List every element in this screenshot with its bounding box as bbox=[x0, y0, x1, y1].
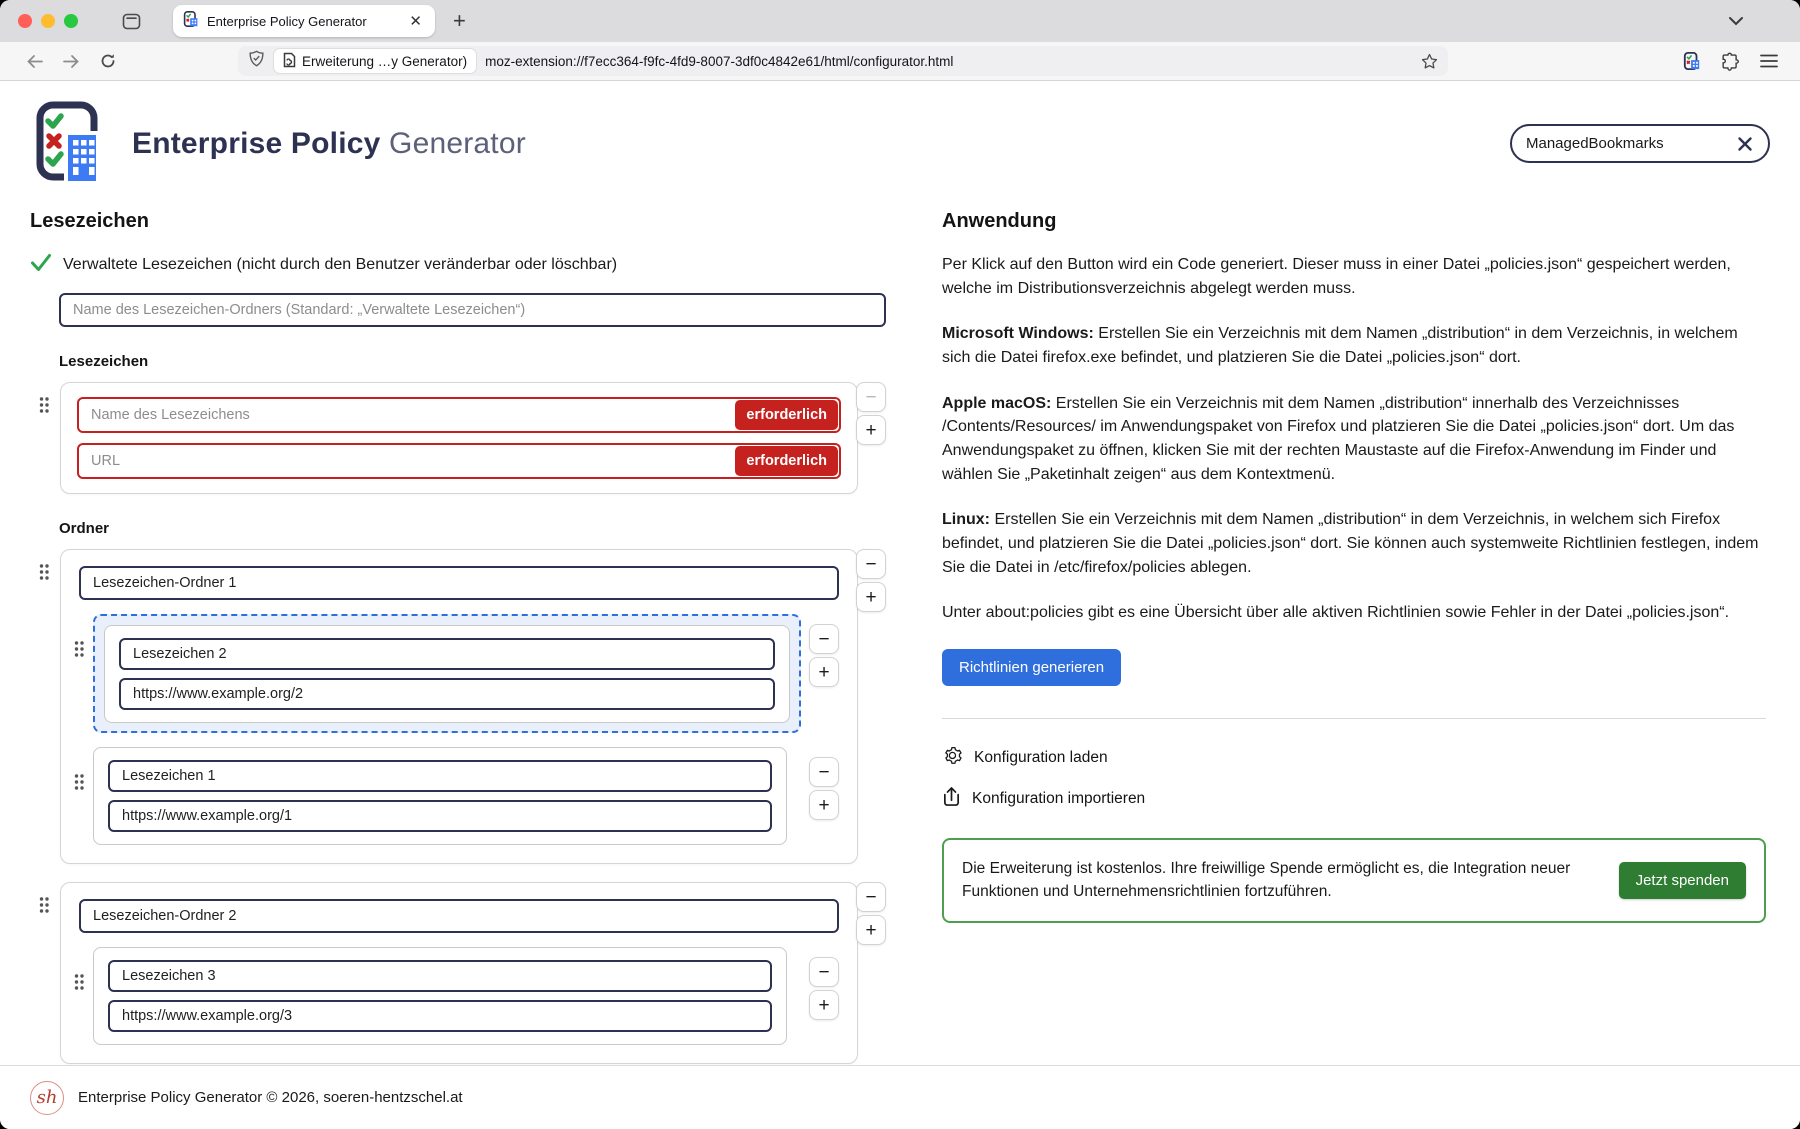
bookmark-name-input[interactable] bbox=[77, 397, 841, 433]
bookmark-url-input[interactable] bbox=[108, 800, 772, 832]
folder-card bbox=[60, 882, 858, 1064]
required-badge: erforderlich bbox=[735, 400, 838, 430]
import-configuration-label: Konfiguration importieren bbox=[972, 790, 1146, 808]
required-badge: erforderlich bbox=[735, 446, 838, 476]
folder-bookmark-row bbox=[79, 947, 839, 1045]
bookmark-row-buttons bbox=[809, 624, 839, 687]
bookmark-star-icon[interactable] bbox=[1421, 53, 1438, 70]
configurator-page bbox=[0, 81, 1800, 1065]
navigation-toolbar bbox=[0, 42, 1800, 81]
bookmarks-list-label: Lesezeichen bbox=[59, 353, 149, 370]
managed-folder-name-input[interactable] bbox=[59, 293, 886, 327]
folders-list-label: Ordner bbox=[59, 520, 110, 537]
bookmark-name-input[interactable] bbox=[108, 960, 772, 992]
check-icon bbox=[30, 253, 52, 277]
folder-row-2 bbox=[30, 882, 886, 1064]
bookmark-url-field bbox=[77, 443, 841, 479]
main-content bbox=[0, 196, 1800, 1065]
drag-handle-icon[interactable] bbox=[73, 614, 93, 663]
tab-favicon-icon bbox=[183, 11, 199, 32]
linux-paragraph: Linux: Erstellen Sie ein Verzeichnis mit dem Namen „distribution“ in dem Verzeichnis, in welchem sich Firefox befindet, und platzieren Sie die Datei „policies.json“ dort. Sie können auch systemweite Richtlinien festlegen, indem Sie die Datei in /etc/firefox/policies ablegen. bbox=[942, 511, 1759, 576]
import-configuration-link[interactable] bbox=[942, 786, 1145, 812]
add-folder-button[interactable]: + bbox=[856, 915, 886, 945]
back-button[interactable] bbox=[16, 54, 53, 69]
application-column bbox=[942, 198, 1770, 1065]
bookmark-url-input[interactable] bbox=[108, 1000, 772, 1032]
import-icon bbox=[942, 786, 961, 812]
bookmark-url-input[interactable] bbox=[119, 678, 775, 710]
managed-bookmarks-toggle[interactable] bbox=[30, 253, 886, 277]
page-title: Enterprise Policy Generator bbox=[132, 126, 526, 160]
sh-logo: sh bbox=[30, 1081, 64, 1115]
add-bookmark-button[interactable]: + bbox=[809, 990, 839, 1020]
extension-permission-pill[interactable] bbox=[274, 49, 476, 73]
remove-bookmark-button[interactable]: − bbox=[809, 957, 839, 987]
copyright-text: Enterprise Policy Generator © 2026, soeren-hentzschel.at bbox=[78, 1089, 463, 1106]
bookmark-row-buttons bbox=[809, 957, 839, 1020]
extension-pill-label: Erweiterung …y Generator) bbox=[302, 53, 468, 69]
drag-handle-icon[interactable] bbox=[38, 882, 60, 914]
managed-bookmarks-label: Verwaltete Lesezeichen (nicht durch den Benutzer veränderbar oder löschbar) bbox=[63, 256, 618, 273]
toolbar-right-icons bbox=[1683, 52, 1784, 71]
new-bookmark-card bbox=[60, 382, 858, 494]
application-section-title: Anwendung bbox=[942, 210, 1057, 232]
windows-paragraph: Microsoft Windows: Erstellen Sie ein Verzeichnis mit dem Namen „distribution“ in dem Verzeichnis, in welchem sich die Datei firefox.exe befindet, und platzieren Sie die Datei „policies.json“ dort. bbox=[942, 325, 1738, 367]
bookmark-name-input[interactable] bbox=[108, 760, 772, 792]
bookmarks-column bbox=[30, 198, 886, 1065]
url-bar[interactable] bbox=[238, 46, 1448, 76]
folder-bookmark-row-selected bbox=[79, 614, 839, 733]
forward-button[interactable] bbox=[53, 54, 90, 69]
bookmark-item-card bbox=[93, 747, 787, 845]
bookmark-item-card bbox=[104, 625, 790, 723]
bookmark-row-buttons bbox=[809, 757, 839, 820]
menu-hamburger-icon[interactable] bbox=[1760, 54, 1778, 68]
tab-bar bbox=[0, 0, 1800, 42]
drag-handle-icon[interactable] bbox=[73, 947, 93, 996]
drag-handle-icon[interactable] bbox=[38, 549, 60, 581]
window-zoom-button[interactable] bbox=[64, 14, 78, 28]
new-tab-button[interactable]: + bbox=[453, 8, 466, 33]
folder-row-buttons bbox=[856, 882, 886, 945]
remove-folder-button[interactable]: − bbox=[856, 549, 886, 579]
policy-search-field[interactable] bbox=[1510, 124, 1770, 163]
gear-icon bbox=[942, 745, 963, 771]
drag-selection-zone bbox=[93, 614, 801, 733]
traffic-lights bbox=[18, 14, 78, 28]
generate-policies-button[interactable]: Richtlinien generieren bbox=[942, 649, 1121, 686]
extension-page-icon bbox=[283, 52, 296, 71]
folder-card bbox=[60, 549, 858, 864]
folder-name-input[interactable] bbox=[79, 899, 839, 933]
remove-folder-button[interactable]: − bbox=[856, 882, 886, 912]
epg-extension-icon[interactable] bbox=[1683, 52, 1701, 70]
url-text: moz-extension://f7ecc364-f9fc-4fd9-8007-3df0c4842e61/html/configurator.html bbox=[485, 53, 954, 69]
add-bookmark-button[interactable]: + bbox=[809, 790, 839, 820]
remove-bookmark-button[interactable]: − bbox=[809, 757, 839, 787]
bookmarks-section-title: Lesezeichen bbox=[30, 210, 149, 232]
add-bookmark-button[interactable]: + bbox=[856, 415, 886, 445]
page-header bbox=[0, 81, 1800, 196]
bookmark-url-input[interactable] bbox=[77, 443, 841, 479]
intro-paragraph: Per Klick auf den Button wird ein Code generiert. Dieser muss in einer Datei „policies.json“ gespeichert werden, welche im Distributionsverzeichnis abgelegt werden muss. bbox=[942, 256, 1731, 297]
folder-name-input[interactable] bbox=[79, 566, 839, 600]
bookmark-name-field bbox=[77, 397, 841, 433]
reload-button[interactable] bbox=[90, 53, 126, 69]
search-clear-icon[interactable] bbox=[1736, 135, 1754, 153]
app-logo bbox=[30, 101, 110, 186]
bookmark-row-buttons bbox=[856, 382, 886, 445]
extensions-puzzle-icon[interactable] bbox=[1721, 52, 1740, 71]
shield-icon[interactable] bbox=[248, 50, 265, 72]
search-input[interactable] bbox=[1526, 135, 1728, 152]
macos-paragraph: Apple macOS: Erstellen Sie ein Verzeichnis mit dem Namen „distribution“ innerhalb des Verzeichnisses /Contents/Resources/ im Anwendungspaket von Firefox und platzieren Sie die Datei „policies.json“ dort. Um das Anwendungspaket zu öffnen, klicken Sie mit der rechten Maustaste auf die Firefox-Anwendung im Finder und wählen Sie „Paketinhalt zeigen“ aus dem Kontextmenü. bbox=[942, 394, 1735, 483]
sidebar-toggle-icon[interactable] bbox=[122, 13, 141, 30]
remove-bookmark-button[interactable]: − bbox=[809, 624, 839, 654]
load-configuration-link[interactable] bbox=[942, 745, 1108, 771]
folder-row-buttons bbox=[856, 549, 886, 612]
add-folder-button[interactable]: + bbox=[856, 582, 886, 612]
remove-bookmark-button[interactable]: − bbox=[856, 382, 886, 412]
tab-title: Enterprise Policy Generator bbox=[207, 13, 367, 29]
section-divider bbox=[942, 718, 1766, 719]
drag-handle-icon[interactable] bbox=[73, 747, 93, 796]
new-bookmark-row bbox=[30, 382, 886, 494]
browser-tab[interactable] bbox=[173, 5, 435, 37]
bookmark-name-input[interactable] bbox=[119, 638, 775, 670]
donation-text: Die Erweiterung ist kostenlos. Ihre freiwillige Spende ermöglicht es, die Integration neuer Funktionen und Unternehmensrichtlinien fortzuführen. bbox=[962, 860, 1571, 901]
window-minimize-button[interactable] bbox=[41, 14, 55, 28]
donate-button[interactable]: Jetzt spenden bbox=[1619, 862, 1746, 899]
tab-list-chevron-icon[interactable] bbox=[1728, 16, 1744, 26]
tab-close-icon[interactable]: ✕ bbox=[409, 13, 422, 30]
folder-row-1 bbox=[30, 549, 886, 864]
page-footer bbox=[0, 1065, 1800, 1129]
add-bookmark-button[interactable]: + bbox=[809, 657, 839, 687]
folder-bookmark-row bbox=[79, 747, 839, 845]
drag-handle-icon[interactable] bbox=[38, 382, 60, 414]
window-close-button[interactable] bbox=[18, 14, 32, 28]
donation-box bbox=[942, 838, 1766, 923]
about-policies-paragraph: Unter about:policies gibt es eine Übersicht über alle aktiven Richtlinien sowie Fehler in der Datei „policies.json“. bbox=[942, 604, 1730, 622]
load-configuration-label: Konfiguration laden bbox=[974, 749, 1108, 767]
bookmark-item-card bbox=[93, 947, 787, 1045]
